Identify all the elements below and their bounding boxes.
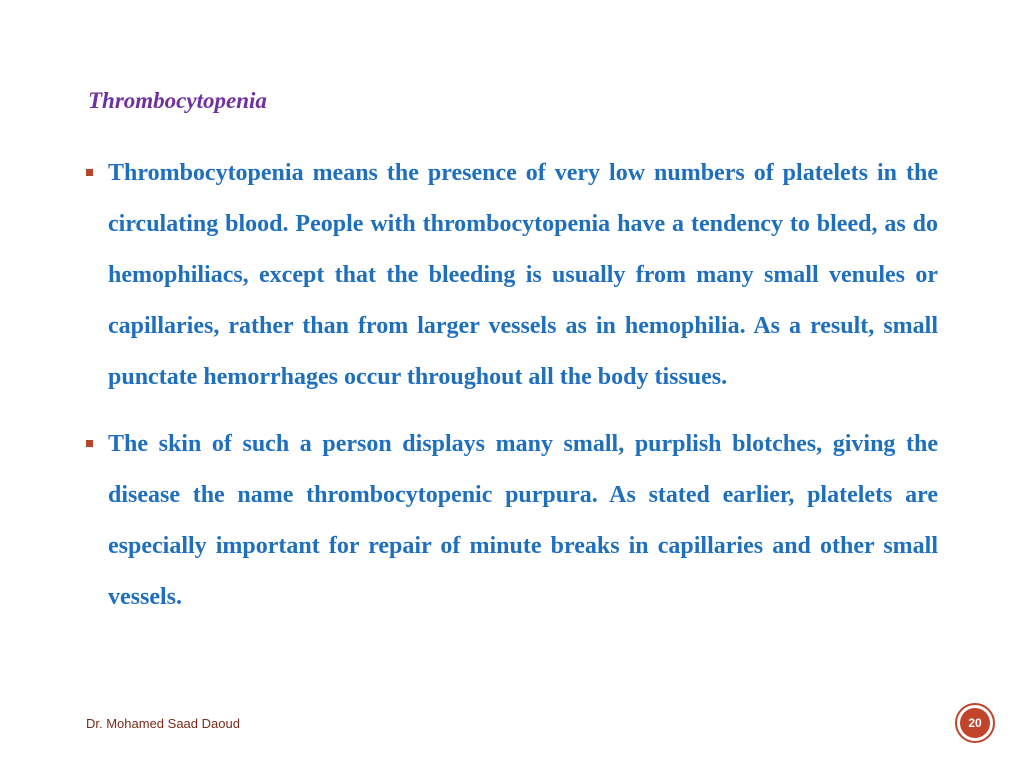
page-number-badge [955,703,995,743]
bullet-item [86,148,938,403]
square-bullet-icon [86,440,93,447]
page-number: 20 [960,708,990,738]
square-bullet-icon [86,169,93,176]
bullet-text: Thrombocytopenia means the presence of very low numbers of platelets in the circulating blood. People with thrombocytopenia have a tendency to bleed, as do hemophiliacs, except that the bleeding is usually from many small venules or capillaries, rather than from larger vessels as in hemophilia. As a result, small punctate hemorrhages occur throughout all the body tissues. [108,160,938,390]
slide-title: Thrombocytopenia [88,88,267,113]
bullet-item [86,419,938,623]
bullet-text: The skin of such a person displays many small, purplish blotches, giving the disease the name thrombocytopenic purpura. As stated earlier, platelets are especially important for repair of minute breaks in capillaries and other small vessels. [108,431,938,610]
footer-author: Dr. Mohamed Saad Daoud [86,716,240,731]
bullet-list [86,148,938,639]
